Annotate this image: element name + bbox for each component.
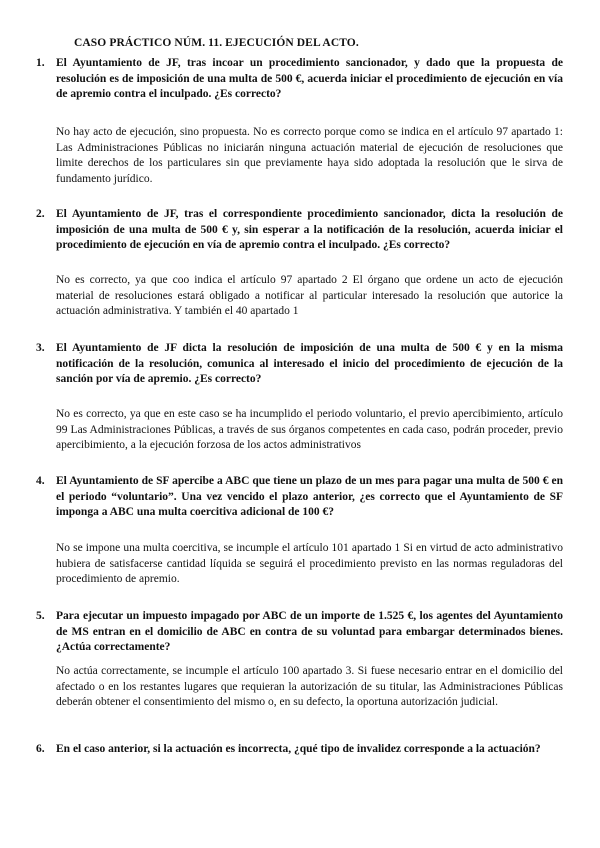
question-5 [36, 609, 563, 656]
question-number: 4. [36, 475, 45, 487]
answer-5: No actúa correctamente, se incumple el artículo 100 apartado 3. Si fuese necesario entrar en el domicilio del afectado o en los restantes lugares que requieran la autorización de su titular, las Administraciones Públicas deberán obtener el consentimiento del mismo o, en su defecto, la oportuna autorización judicial. [56, 665, 563, 708]
question-text: El Ayuntamiento de SF apercibe a ABC que tiene un plazo de un mes para pagar una multa de 500 € en el periodo “voluntario”. Una vez vencido el plazo anterior, ¿es correcto que el Ayuntamiento de SF imponga a ABC una multa coercitiva adicional de 100 €? [56, 475, 563, 518]
question-1 [36, 56, 563, 103]
answer-3: No es correcto, ya que en este caso se ha incumplido el periodo voluntario, el previo apercibimiento, artículo 99 Las Administraciones Públicas, a través de sus órganos competentes en cada caso, podrán proceder, previo apercibimiento, a la ejecución forzosa de los actos administrativos [56, 408, 563, 451]
question-2 [36, 207, 563, 254]
question-number: 3. [36, 342, 45, 354]
question-text: En el caso anterior, si la actuación es incorrecta, ¿qué tipo de invalidez corresponde a la actuación? [56, 743, 541, 755]
question-text: Para ejecutar un impuesto impagado por ABC de un importe de 1.525 €, los agentes del Ayuntamiento de MS entran en el domicilio de ABC en contra de su voluntad para embargar determinados bienes. ¿Actúa correctamente? [56, 610, 563, 653]
question-number: 6. [36, 743, 45, 755]
question-3 [36, 341, 563, 388]
question-number: 2. [36, 208, 45, 220]
question-6 [36, 742, 563, 758]
answer-2: No es correcto, ya que coo indica el artículo 97 apartado 2 El órgano que ordene un acto de ejecución material de resoluciones estará obligado a notificar al particular interesado la resolución que autorice la actuación administrativa. Y también el 40 apartado 1 [56, 274, 563, 317]
answer-4: No se impone una multa coercitiva, se incumple el artículo 101 apartado 1 Si en virtud de acto administrativo hubiera de satisfacerse cantidad líquida se seguirá el procedimiento previsto en las normas reguladoras del procedimiento de apremio. [56, 542, 563, 585]
question-text: El Ayuntamiento de JF dicta la resolución de imposición de una multa de 500 € y en la misma notificación de la resolución, comunica al interesado el inicio del procedimiento de ejecución de la sanción por vía de apremio. ¿Es correcto? [56, 342, 563, 385]
question-4 [36, 474, 563, 521]
question-number: 5. [36, 610, 45, 622]
question-number: 1. [36, 57, 45, 69]
document-title: CASO PRÁCTICO NÚM. 11. EJECUCIÓN DEL ACTO. [74, 37, 359, 49]
question-text: El Ayuntamiento de JF, tras el correspondiente procedimiento sancionador, dicta la resolución de imposición de una multa de 500 € y, sin esperar a la notificación de la resolución, acuerda iniciar el procedimiento de ejecución en vía de apremio contra el inculpado. ¿Es correcto? [56, 208, 563, 251]
question-text: El Ayuntamiento de JF, tras incoar un procedimiento sancionador, y dado que la propuesta de resolución es de imposición de una multa de 500 €, acuerda iniciar el procedimiento de ejecución en vía de apremio contra el inculpado. ¿Es correcto? [56, 57, 563, 100]
answer-1: No hay acto de ejecución, sino propuesta. No es correcto porque como se indica en el artículo 97 apartado 1: Las Administraciones Públicas no iniciarán ninguna actuación material de ejecución de resoluciones que limite derechos de los particulares sin que previamente haya sido adoptada la resolución que le sirva de fundamento jurídico. [56, 126, 563, 185]
